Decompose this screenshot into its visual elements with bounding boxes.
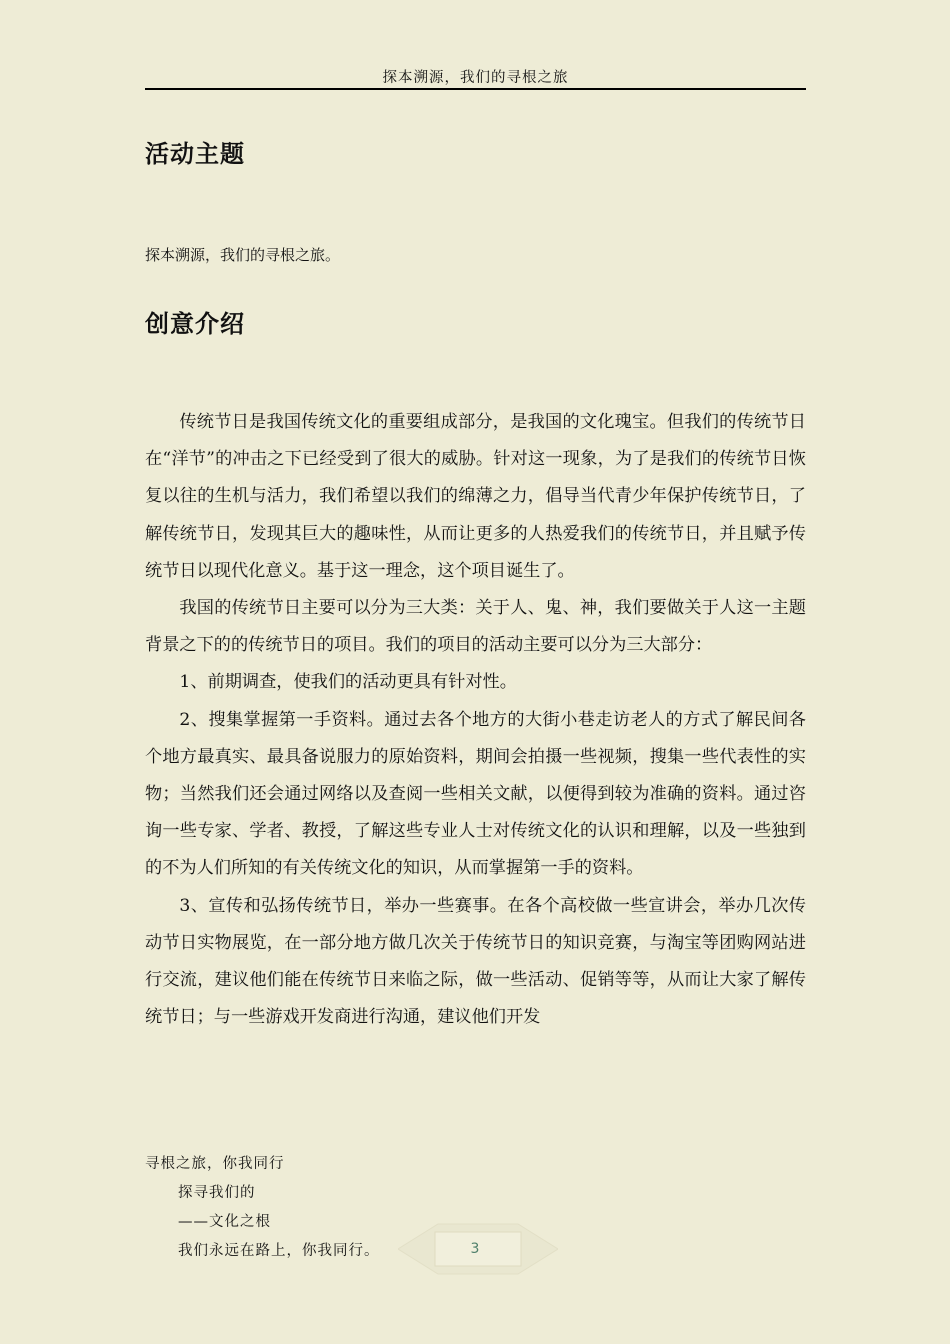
paragraph: 3、宣传和弘扬传统节日，举办一些赛事。在各个高校做一些宣讲会，举办几次传动节日实物展览，在一部分地方做几次关于传统节日的知识竞赛，与淘宝等团购网站进行交流，建议他们能在传统节日来临之际，做一些活动、促销等等，从而让大家了解传统节日；与一些游戏开发商进行沟通，建议他们开发 (145, 895, 806, 1028)
paragraph: 2、搜集掌握第一手资料。通过去各个地方的大街小巷走访老人的方式了解民间各个地方最真实、最具备说服力的原始资料，期间会拍摄一些视频，搜集一些代表性的实物；当然我们还会通过网络以及查阅一些相关文献，以便得到较为准确的资料。通过咨询一些专家、学者、教授，了解这些专业人士对传统文化的认识和理解，以及一些独到的不为人们所知的有关传统文化的知识，从而掌握第一手的资料。 (145, 709, 806, 879)
page-number: 3 (470, 1241, 480, 1257)
footer-line: 寻根之旅，你我同行 (145, 1156, 285, 1172)
paragraph: 1、前期调查，使我们的活动更具有针对性。 (179, 672, 517, 693)
section-heading-theme: 活动主题 (145, 140, 245, 168)
running-header: 探本溯源，我们的寻根之旅 (382, 70, 569, 86)
theme-text: 探本溯源，我们的寻根之旅。 (145, 246, 341, 264)
paragraph: 传统节日是我国传统文化的重要组成部分，是我国的文化瑰宝。但我们的传统节日在“洋节”的冲击之下已经受到了很大的威胁。针对这一现象，为了是我们的传统节日恢复以往的生机与活力，我们希望以我们的绵薄之力，倡导当代青少年保护传统节日，了解传统节日，发现其巨大的趣味性，从而让更多的人热爱我们的传统节日，并且赋予传统节日以现代化意义。基于这一理念，这个项目诞生了。 (145, 412, 806, 581)
intro-body (145, 404, 806, 1036)
section-heading-intro: 创意介绍 (145, 310, 245, 338)
footer-line: 我们永远在路上，你我同行。 (178, 1243, 380, 1259)
paragraph: 我国的传统节日主要可以分为三大类：关于人、鬼、神，我们要做关于人这一主题背景之下的的传统节日的项目。我们的项目的活动主要可以分为三大部分： (145, 598, 806, 656)
footer-line: ——文化之根 (178, 1214, 271, 1230)
footer-line: 探寻我们的 (178, 1185, 256, 1201)
header-rule (145, 88, 806, 90)
